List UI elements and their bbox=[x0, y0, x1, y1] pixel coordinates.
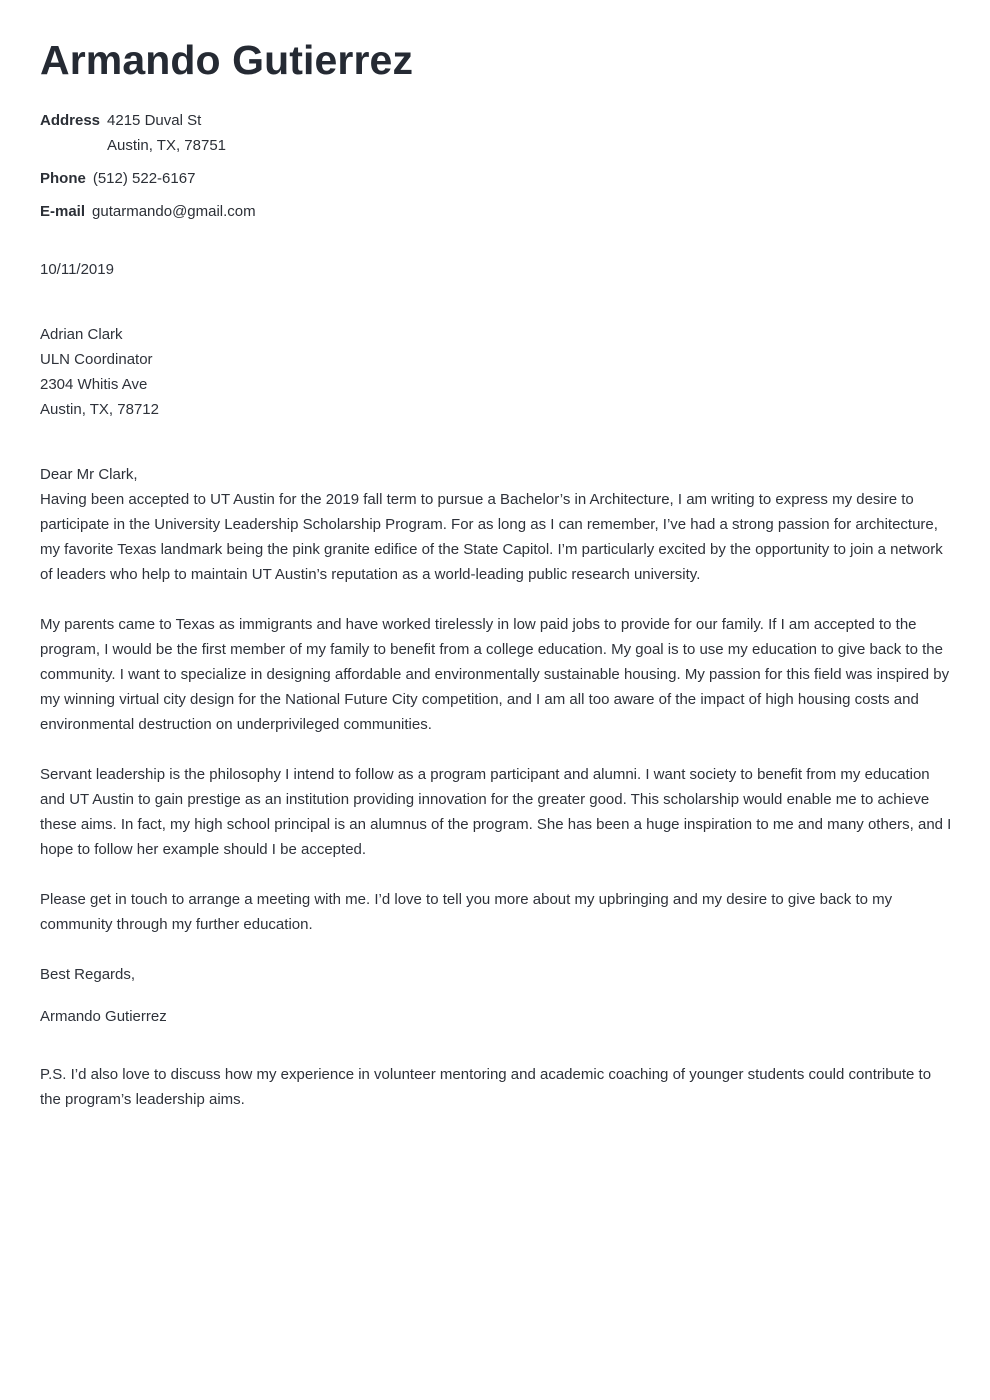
letter-body bbox=[40, 487, 952, 937]
body-paragraph: Please get in touch to arrange a meeting with me. I’d love to tell you more about my upbringing and my desire to give back to my community through my further education. bbox=[40, 891, 893, 933]
email-label: E-mail bbox=[40, 203, 86, 220]
contact-block bbox=[40, 108, 950, 224]
recipient-title: ULN Coordinator bbox=[40, 351, 153, 368]
body-paragraph: Servant leadership is the philosophy I intend to follow as a program participant and alumni. I want society to benefit from my education and UT Austin to gain prestige as an institution providing innovation for the greater good. This scholarship would enable me to achieve these aims. In fact, my high school principal is an alumnus of the program. She has been a huge inspiration to me and many others, and I hope to follow her example should I be accepted. bbox=[40, 766, 952, 858]
postscript: P.S. I’d also love to discuss how my experience in volunteer mentoring and academic coaching of younger students could contribute to the program’s leadership aims. bbox=[40, 1066, 932, 1108]
address-values bbox=[107, 108, 226, 158]
phone-row bbox=[40, 166, 950, 191]
address-row bbox=[40, 108, 950, 158]
recipient-block bbox=[40, 322, 950, 422]
recipient-address-line-1: 2304 Whitis Ave bbox=[40, 376, 148, 393]
greeting: Dear Mr Clark, bbox=[40, 466, 138, 483]
signature: Armando Gutierrez bbox=[40, 1008, 167, 1025]
phone-value: (512) 522-6167 bbox=[92, 170, 196, 187]
address-label: Address bbox=[40, 112, 101, 129]
email-row bbox=[40, 199, 950, 224]
body-paragraph: Having been accepted to UT Austin for the 2019 fall term to pursue a Bachelor’s in Architecture, I am writing to express my desire to participate in the University Leadership Scholarship Program. For as long as I can remember, I’ve had a strong passion for architecture, my favorite Texas landmark being the pink granite edifice of the State Capitol. I’m particularly excited by the opportunity to join a network of leaders who help to maintain UT Austin’s reputation as a world-leading public research university. bbox=[40, 491, 943, 583]
address-line-1: 4215 Duval St bbox=[107, 112, 202, 129]
address-line-2: Austin, TX, 78751 bbox=[107, 137, 226, 154]
recipient-name: Adrian Clark bbox=[40, 326, 123, 343]
sender-name: Armando Gutierrez bbox=[40, 37, 414, 83]
recipient-address-line-2: Austin, TX, 78712 bbox=[40, 401, 159, 418]
closing: Best Regards, bbox=[40, 966, 136, 983]
email-value: gutarmando@gmail.com bbox=[92, 203, 256, 220]
body-paragraph: My parents came to Texas as immigrants and have worked tirelessly in low paid jobs to provide for our family. If I am accepted to the program, I would be the first member of my family to benefit from a college education. My goal is to use my education to give back to the community. I want to specialize in designing affordable and environmentally sustainable housing. My passion for this field was inspired by my winning virtual city design for the National Future City competition, and I am all too aware of the impact of high housing costs and environmental destruction on underprivileged communities. bbox=[40, 616, 950, 733]
phone-label: Phone bbox=[40, 170, 86, 187]
letter-date: 10/11/2019 bbox=[40, 261, 114, 278]
